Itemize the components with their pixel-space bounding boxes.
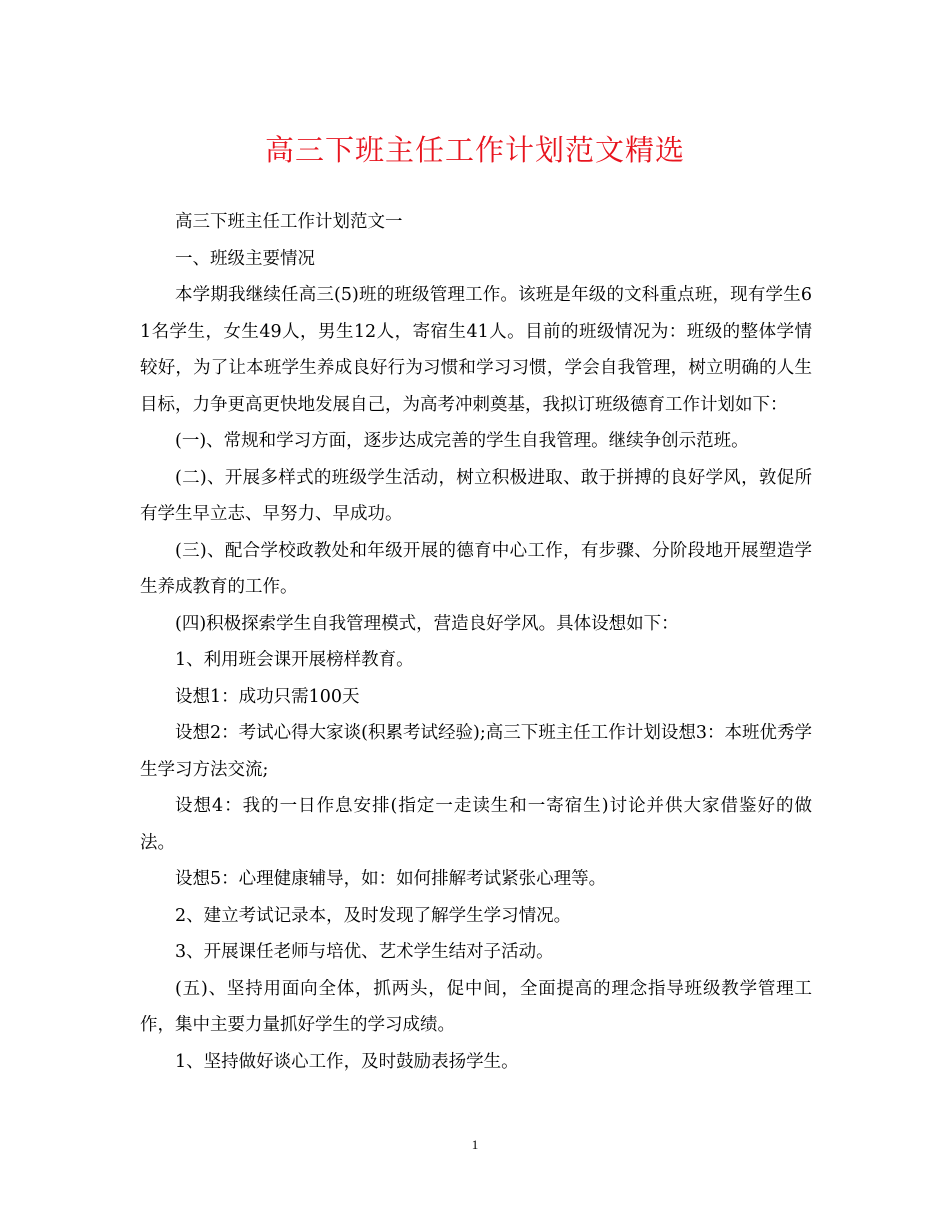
list-item: 设想5：心理健康辅导，如：如何排解考试紧张心理等。 xyxy=(175,869,607,889)
paragraph: (一)、常规和学习方面，逐步达成完善的学生自我管理。继续争创示范班。 xyxy=(175,431,749,451)
list-item: 3、开展课任老师与培优、艺术学生结对子活动。 xyxy=(175,942,554,962)
list-item: 1、坚持做好谈心工作，及时鼓励表扬学生。 xyxy=(175,1051,519,1072)
list-item: 设想1：成功只需100天 xyxy=(175,686,360,707)
paragraph: (四)积极探索学生自我管理模式，营造良好学风。具体设想如下： xyxy=(175,613,679,634)
paragraph: (五)、坚持用面向全体，抓两头，促中间，全面提高的理念指导班级教学管理工作，集中主要力量抓好学生的学习成绩。 xyxy=(140,978,812,1035)
paragraph: (二)、开展多样式的班级学生活动，树立积极进取、敢于拼搏的良好学风，敦促所有学生早立志、早努力、早成功。 xyxy=(140,467,812,524)
list-item: 2、建立考试记录本，及时发现了解学生学习情况。 xyxy=(175,905,572,926)
section-heading: 高三下班主任工作计划范文一 xyxy=(175,212,403,232)
subsection-heading: 一、班级主要情况 xyxy=(175,248,315,269)
document-title: 高三下班主任工作计划范文精选 xyxy=(264,133,685,167)
paragraph: 本学期我继续任高三(5)班的班级管理工作。该班是年级的文科重点班，现有学生61名学生，女生49人，男生12人，寄宿生41人。目前的班级情况为：班级的整体学情较好，为了让本班学生养成良好行为习惯和学习习惯，学会自我管理，树立明确的人生目标，力争更高更快地发展自己，为高考冲刺奠基，我拟订班级德育工作计划如下： xyxy=(140,285,812,415)
list-item: 设想4：我的一日作息安排(指定一走读生和一寄宿生)讨论并供大家借鉴好的做法。 xyxy=(140,796,812,853)
document-body xyxy=(140,204,812,1080)
list-item: 1、利用班会课开展榜样教育。 xyxy=(175,650,414,670)
paragraph: (三)、配合学校政教处和年级开展的德育中心工作，有步骤、分阶段地开展塑造学生养成教育的工作。 xyxy=(140,540,812,597)
page-number: 1 xyxy=(471,1137,479,1152)
list-item: 设想2：考试心得大家谈(积累考试经验);高三下班主任工作计划设想3：本班优秀学生学习方法交流; xyxy=(140,723,812,780)
